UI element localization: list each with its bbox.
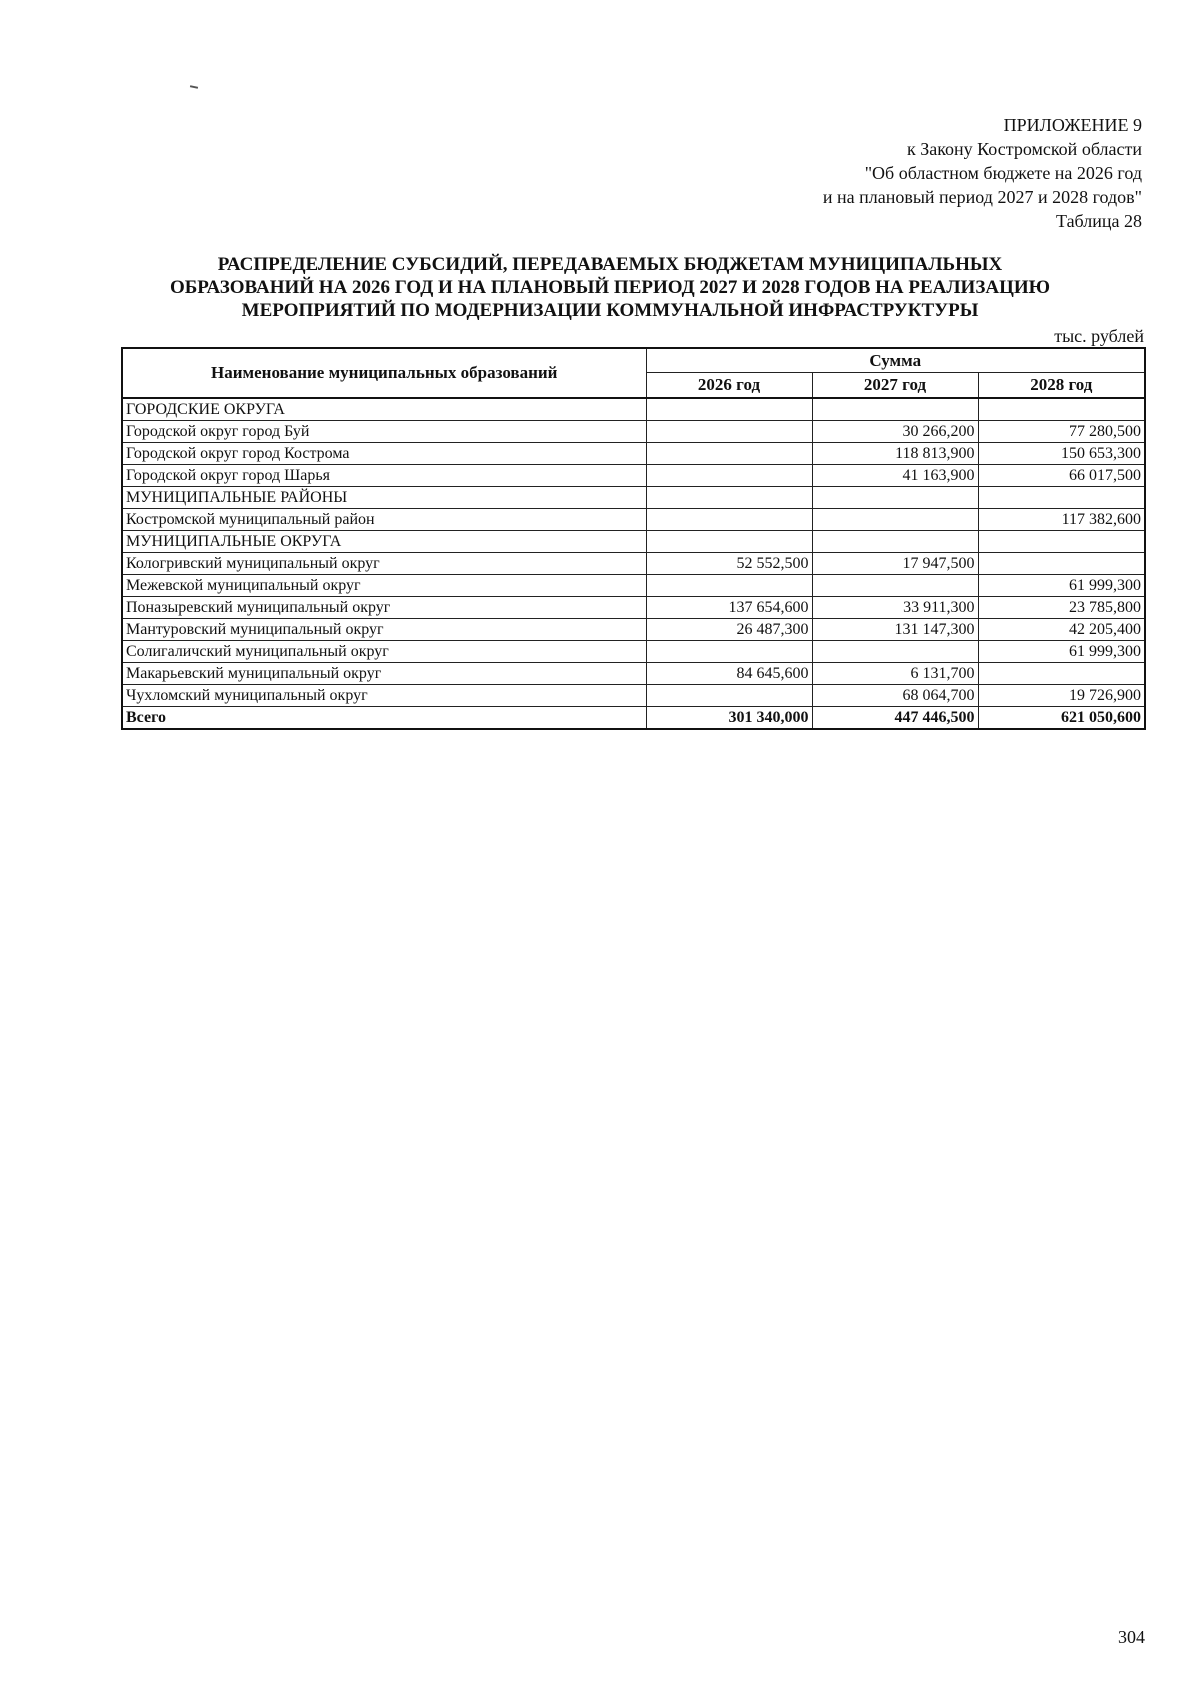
table-row bbox=[122, 597, 1145, 619]
subsidy-table bbox=[121, 347, 1146, 730]
appendix-header bbox=[823, 113, 1142, 233]
municipality-name-cell: Поназыревский муниципальный округ bbox=[122, 597, 646, 619]
table-row bbox=[122, 619, 1145, 641]
value-2026-cell bbox=[646, 398, 812, 421]
value-2028-cell bbox=[978, 487, 1145, 509]
municipality-name-cell: Мантуровский муниципальный округ bbox=[122, 619, 646, 641]
municipality-name-cell: Кологривский муниципальный округ bbox=[122, 553, 646, 575]
value-2028-cell: 66 017,500 bbox=[978, 465, 1145, 487]
municipality-name-cell: Городской округ город Шарья bbox=[122, 465, 646, 487]
header-year-2028: 2028 год bbox=[978, 373, 1145, 399]
municipality-name-cell: Макарьевский муниципальный округ bbox=[122, 663, 646, 685]
value-2026-cell bbox=[646, 531, 812, 553]
value-2027-cell: 6 131,700 bbox=[812, 663, 978, 685]
units-label: тыс. рублей bbox=[1054, 326, 1144, 346]
header-year-2027: 2027 год bbox=[812, 373, 978, 399]
scan-speck bbox=[190, 85, 198, 89]
value-2027-cell bbox=[812, 509, 978, 531]
table-row bbox=[122, 465, 1145, 487]
table-body bbox=[122, 398, 1145, 707]
value-2028-cell: 150 653,300 bbox=[978, 443, 1145, 465]
value-2026-cell bbox=[646, 641, 812, 663]
municipality-name-cell: МУНИЦИПАЛЬНЫЕ РАЙОНЫ bbox=[122, 487, 646, 509]
value-2028-cell: 19 726,900 bbox=[978, 685, 1145, 707]
table-row bbox=[122, 487, 1145, 509]
table-row bbox=[122, 685, 1145, 707]
municipality-name-cell: Городской округ город Кострома bbox=[122, 443, 646, 465]
value-2027-cell: 30 266,200 bbox=[812, 421, 978, 443]
value-2027-cell: 68 064,700 bbox=[812, 685, 978, 707]
value-2027-cell bbox=[812, 575, 978, 597]
table-row bbox=[122, 531, 1145, 553]
value-2026-cell: 137 654,600 bbox=[646, 597, 812, 619]
value-2027-cell: 41 163,900 bbox=[812, 465, 978, 487]
document-title-line-3: МЕРОПРИЯТИЙ ПО МОДЕРНИЗАЦИИ КОММУНАЛЬНОЙ ИНФРАСТРУКТУРЫ bbox=[241, 300, 979, 321]
header-municipality-name: Наименование муниципальных образований bbox=[122, 348, 646, 398]
municipality-name-cell: МУНИЦИПАЛЬНЫЕ ОКРУГА bbox=[122, 531, 646, 553]
value-2027-cell: 33 911,300 bbox=[812, 597, 978, 619]
value-2026-cell: 26 487,300 bbox=[646, 619, 812, 641]
value-2026-cell bbox=[646, 443, 812, 465]
table-row bbox=[122, 509, 1145, 531]
municipality-name-cell: ГОРОДСКИЕ ОКРУГА bbox=[122, 398, 646, 421]
value-2027-cell bbox=[812, 487, 978, 509]
table-row bbox=[122, 421, 1145, 443]
municipality-name-cell: Чухломский муниципальный округ bbox=[122, 685, 646, 707]
value-2028-cell: 61 999,300 bbox=[978, 641, 1145, 663]
table-row bbox=[122, 398, 1145, 421]
value-2028-cell: 117 382,600 bbox=[978, 509, 1145, 531]
value-2028-cell: 61 999,300 bbox=[978, 575, 1145, 597]
value-2026-cell bbox=[646, 421, 812, 443]
document-title-line-2: ОБРАЗОВАНИЙ НА 2026 ГОД И НА ПЛАНОВЫЙ ПЕРИОД 2027 И 2028 ГОДОВ НА РЕАЛИЗАЦИЮ bbox=[169, 277, 1051, 298]
value-2026-cell: 52 552,500 bbox=[646, 553, 812, 575]
table-row bbox=[122, 553, 1145, 575]
table-row bbox=[122, 663, 1145, 685]
value-2028-cell bbox=[978, 553, 1145, 575]
value-2027-cell: 17 947,500 bbox=[812, 553, 978, 575]
value-2026-cell bbox=[646, 575, 812, 597]
value-2026-cell: 84 645,600 bbox=[646, 663, 812, 685]
municipality-name-cell: Городской округ город Буй bbox=[122, 421, 646, 443]
value-2026-cell bbox=[646, 509, 812, 531]
header-year-2026: 2026 год bbox=[646, 373, 812, 399]
total-2028: 621 050,600 bbox=[978, 707, 1145, 730]
document-title-line-1: РАСПРЕДЕЛЕНИЕ СУБСИДИЙ, ПЕРЕДАВАЕМЫХ БЮДЖЕТАМ МУНИЦИПАЛЬНЫХ bbox=[217, 254, 1003, 275]
table-row bbox=[122, 575, 1145, 597]
municipality-name-cell: Солигаличский муниципальный округ bbox=[122, 641, 646, 663]
total-2026: 301 340,000 bbox=[646, 707, 812, 730]
value-2026-cell bbox=[646, 685, 812, 707]
appendix-number: ПРИЛОЖЕНИЕ 9 bbox=[1003, 115, 1142, 135]
header-sum: Сумма bbox=[646, 348, 1145, 373]
value-2028-cell: 23 785,800 bbox=[978, 597, 1145, 619]
appendix-law-title-2: и на плановый период 2027 и 2028 годов" bbox=[822, 187, 1142, 207]
value-2027-cell: 131 147,300 bbox=[812, 619, 978, 641]
total-label: Всего bbox=[122, 707, 646, 730]
municipality-name-cell: Костромской муниципальный район bbox=[122, 509, 646, 531]
appendix-table-number: Таблица 28 bbox=[1056, 211, 1142, 231]
value-2027-cell: 118 813,900 bbox=[812, 443, 978, 465]
value-2026-cell bbox=[646, 487, 812, 509]
document-title bbox=[110, 253, 1110, 322]
municipality-name-cell: Межевской муниципальный округ bbox=[122, 575, 646, 597]
value-2028-cell: 42 205,400 bbox=[978, 619, 1145, 641]
value-2026-cell bbox=[646, 465, 812, 487]
appendix-law-title-1: "Об областном бюджете на 2026 год bbox=[864, 163, 1142, 183]
total-2027: 447 446,500 bbox=[812, 707, 978, 730]
value-2027-cell bbox=[812, 641, 978, 663]
total-row bbox=[122, 707, 1145, 730]
value-2027-cell bbox=[812, 398, 978, 421]
value-2027-cell bbox=[812, 531, 978, 553]
value-2028-cell bbox=[978, 531, 1145, 553]
page-number: 304 bbox=[1118, 1627, 1145, 1647]
table-row bbox=[122, 443, 1145, 465]
table-row bbox=[122, 641, 1145, 663]
appendix-law-ref: к Закону Костромской области bbox=[906, 139, 1142, 159]
value-2028-cell bbox=[978, 663, 1145, 685]
value-2028-cell bbox=[978, 398, 1145, 421]
value-2028-cell: 77 280,500 bbox=[978, 421, 1145, 443]
